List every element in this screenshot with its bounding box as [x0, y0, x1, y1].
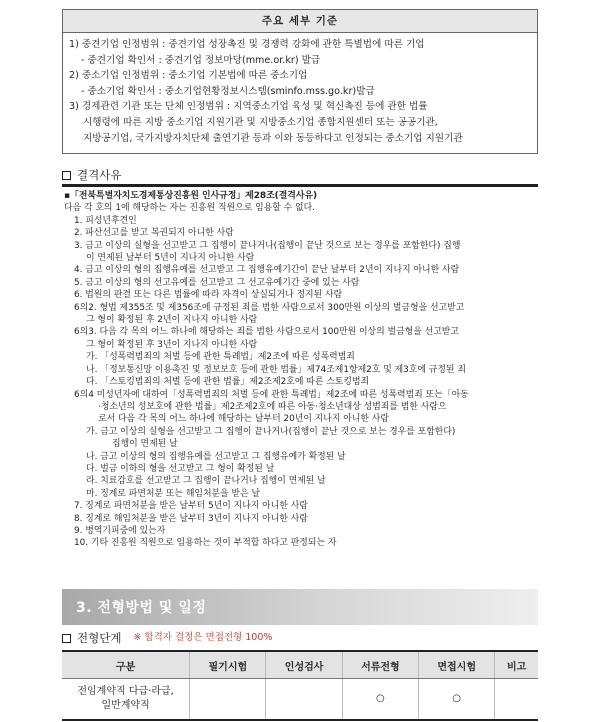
column-header: 면접시험 — [419, 651, 495, 679]
disqualification-item: 다. 벌금 이하의 형을 선고받고 그 형이 확정된 날 — [86, 463, 275, 474]
table-cell: ○ — [419, 679, 495, 721]
disqualification-item: ·청소년의 성보호에 관한 법률」제2조제2호에 따른 아동·청소년대상 성범죄를 범한 사람으 — [98, 401, 447, 412]
table-cell — [190, 679, 266, 721]
stage-table — [62, 650, 538, 721]
disqualification-item: 다. 「스토킹범죄의 처벌 등에 관한 법률」제2조제2호에 따른 스토킹범죄 — [86, 377, 370, 388]
disqualification-item: 집행이 면제된 날 — [112, 439, 178, 450]
criteria-header: 주요 세부 기준 — [63, 10, 537, 33]
criteria-line: 2) 중소기업 인정범위 : 중소기업 기본법에 따른 중소기업 — [69, 70, 308, 82]
disqualification-item: 4. 금고 이상의 형의 집행유예를 선고받고 그 집행유예기간이 끝난 날부터 2년이 지나지 아니한 사람 — [74, 265, 460, 276]
disqualification-item: 6. 법원의 판결 또는 다른 법률에 따라 자격이 상실되거나 정지된 사람 — [74, 290, 343, 301]
criteria-line: 시행령에 따른 지방 중소기업 지원기관 및 지방중소기업 종합지원센터 또는 공공기관, — [83, 116, 438, 128]
disqualification-item: 마. 징계로 파면처분 또는 해임처분을 받은 날 — [86, 488, 261, 499]
disqualification-item: 6의2. 형법 제355조 및 제356조에 규정된 죄를 범한 사람으로서 300만원 이상의 벌금형을 선고받고 — [74, 302, 465, 313]
disqualification-item: 이 면제된 날부터 5년이 지나지 아니한 사람 — [86, 253, 255, 264]
disqualification-item: 8. 징계로 해임처분을 받은 날부터 3년이 지나지 아니한 사람 — [74, 513, 308, 524]
stage-table-body — [62, 679, 538, 721]
table-row — [62, 679, 538, 721]
column-header: 구분 — [62, 651, 190, 679]
criteria-line: 3) 경제관련 기관 또는 단체 인정범위 : 지역중소기업 육성 및 혁신촉진 등에 관한 법률 — [69, 101, 428, 113]
disqualification-item: 그 형이 확정된 후 2년이 지나지 아니한 사람 — [86, 315, 258, 326]
disqualification-item: 로서 다음 각 목의 어느 하나에 해당하는 날부터 20년이 지나지 아니한 사람 — [98, 414, 389, 425]
disqualification-item: 9. 병역기피중에 있는자 — [74, 525, 166, 536]
section-title: 3. 전형방법 및 일정 — [76, 600, 207, 616]
criteria-line: - 중견기업 확인서 : 중견기업 정보마당(mme.or.kr) 발급 — [81, 54, 321, 66]
disqualification-item: 나. 금고 이상의 형의 집행유예를 선고받고 그 집행유예가 확정된 날 — [86, 451, 346, 462]
stage-table-header — [62, 651, 538, 679]
disqualification-heading — [62, 168, 121, 182]
criteria-line: 1) 중견기업 인정범위 : 중견기업 성장촉진 및 경쟁력 강화에 관한 특별법에 따른 기업 — [69, 39, 425, 50]
disqualification-item: 그 형이 확정된 후 3년이 지나지 아니한 사람 — [86, 339, 258, 350]
category-text: 일반계약직 — [101, 700, 150, 711]
section-banner — [62, 589, 538, 625]
regulation-intro: 다음 각 호의 1에 해당하는 자는 진흥원 직원으로 임용할 수 없다. — [64, 203, 316, 214]
column-header: 비고 — [495, 651, 538, 679]
disqualification-item: 3. 금고 이상의 실형을 선고받고 그 집행이 끝나거나(집행이 끝난 것으로 보는 경우를 포함한다) 집행 — [74, 240, 461, 251]
disqualification-item: 라. 치료감호를 선고받고 그 집행이 끝나거나 집행이 면제된 날 — [86, 476, 326, 487]
column-header: 인성검사 — [266, 651, 342, 679]
disqualification-item: 6의4 미성년자에 대하여「성폭력범죄의 처벌 등에 관한 특례법」제2조에 따른 성폭력범죄 또는「아동 — [74, 389, 469, 400]
criteria-line: - 중소기업 확인서 : 중소기업현황정보시스템(sminfo.mss.go.kr)발급 — [81, 85, 375, 97]
column-header: 필기시험 — [190, 651, 266, 679]
disqualification-item: 10. 기타 진흥원 직원으로 임용하는 것이 부적합 하다고 판정되는 자 — [74, 538, 337, 549]
disqualification-item: 1. 피성년후견인 — [74, 215, 137, 226]
stages-heading-text: 전형단계 — [77, 631, 122, 645]
heading-divider — [62, 184, 538, 187]
disqualification-item: 나. 「정보통신망 이용촉진 및 정보보호 등에 관한 법률」제74조제1항제2호 및 제3호에 규정된 죄 — [86, 364, 466, 375]
criteria-body — [63, 33, 537, 146]
stages-heading — [62, 631, 272, 645]
disqualification-body — [62, 190, 538, 550]
disqualification-heading-text: 결격사유 — [77, 168, 122, 182]
category-cell — [62, 679, 190, 721]
disqualification-item: 2. 파산선고를 받고 복권되지 아니한 사람 — [74, 228, 234, 239]
disqualification-item: 가. 금고 이상의 실형을 선고받고 그 집행이 끝나거나(집행이 끝난 것으로 보는 경우를 포함한다) — [86, 426, 456, 437]
checkbox-square-icon — [62, 634, 71, 643]
stages-note: ※ 합격자 결정은 면접전형 100% — [133, 632, 273, 643]
table-cell: ○ — [342, 679, 418, 721]
column-header: 서류전형 — [342, 651, 418, 679]
table-cell — [266, 679, 342, 721]
disqualification-item: 5. 금고 이상의 형의 선고유예를 선고받고 그 선고유예기간 중에 있는 사람 — [74, 277, 360, 288]
checkbox-square-icon — [62, 171, 71, 180]
regulation-title: ▪「전북특별자치도경제통상진흥원 인사규정」제28조(결격사유) — [64, 191, 318, 201]
criteria-line: 지방공기업, 국가지방자치단체 출연기관 등과 이와 동등하다고 인정되는 중소기업 지원기관 — [83, 132, 463, 144]
disqualification-item: 6의3. 다음 각 목의 어느 하나에 해당하는 죄를 범한 사람으로서 100만원 이상의 벌금형을 선고받고 — [74, 327, 459, 338]
table-cell — [495, 679, 538, 721]
disqualification-item: 가. 「성폭력범죄의 처벌 등에 관한 특례법」제2조에 따른 성폭력범죄 — [86, 352, 355, 363]
criteria-box — [62, 9, 538, 154]
disqualification-item: 7. 징계로 파면처분을 받은 날부터 5년이 지나지 아니한 사람 — [74, 501, 308, 512]
disqualification-list — [62, 215, 538, 550]
category-text: 전임계약직 다급·라급, — [77, 686, 174, 697]
